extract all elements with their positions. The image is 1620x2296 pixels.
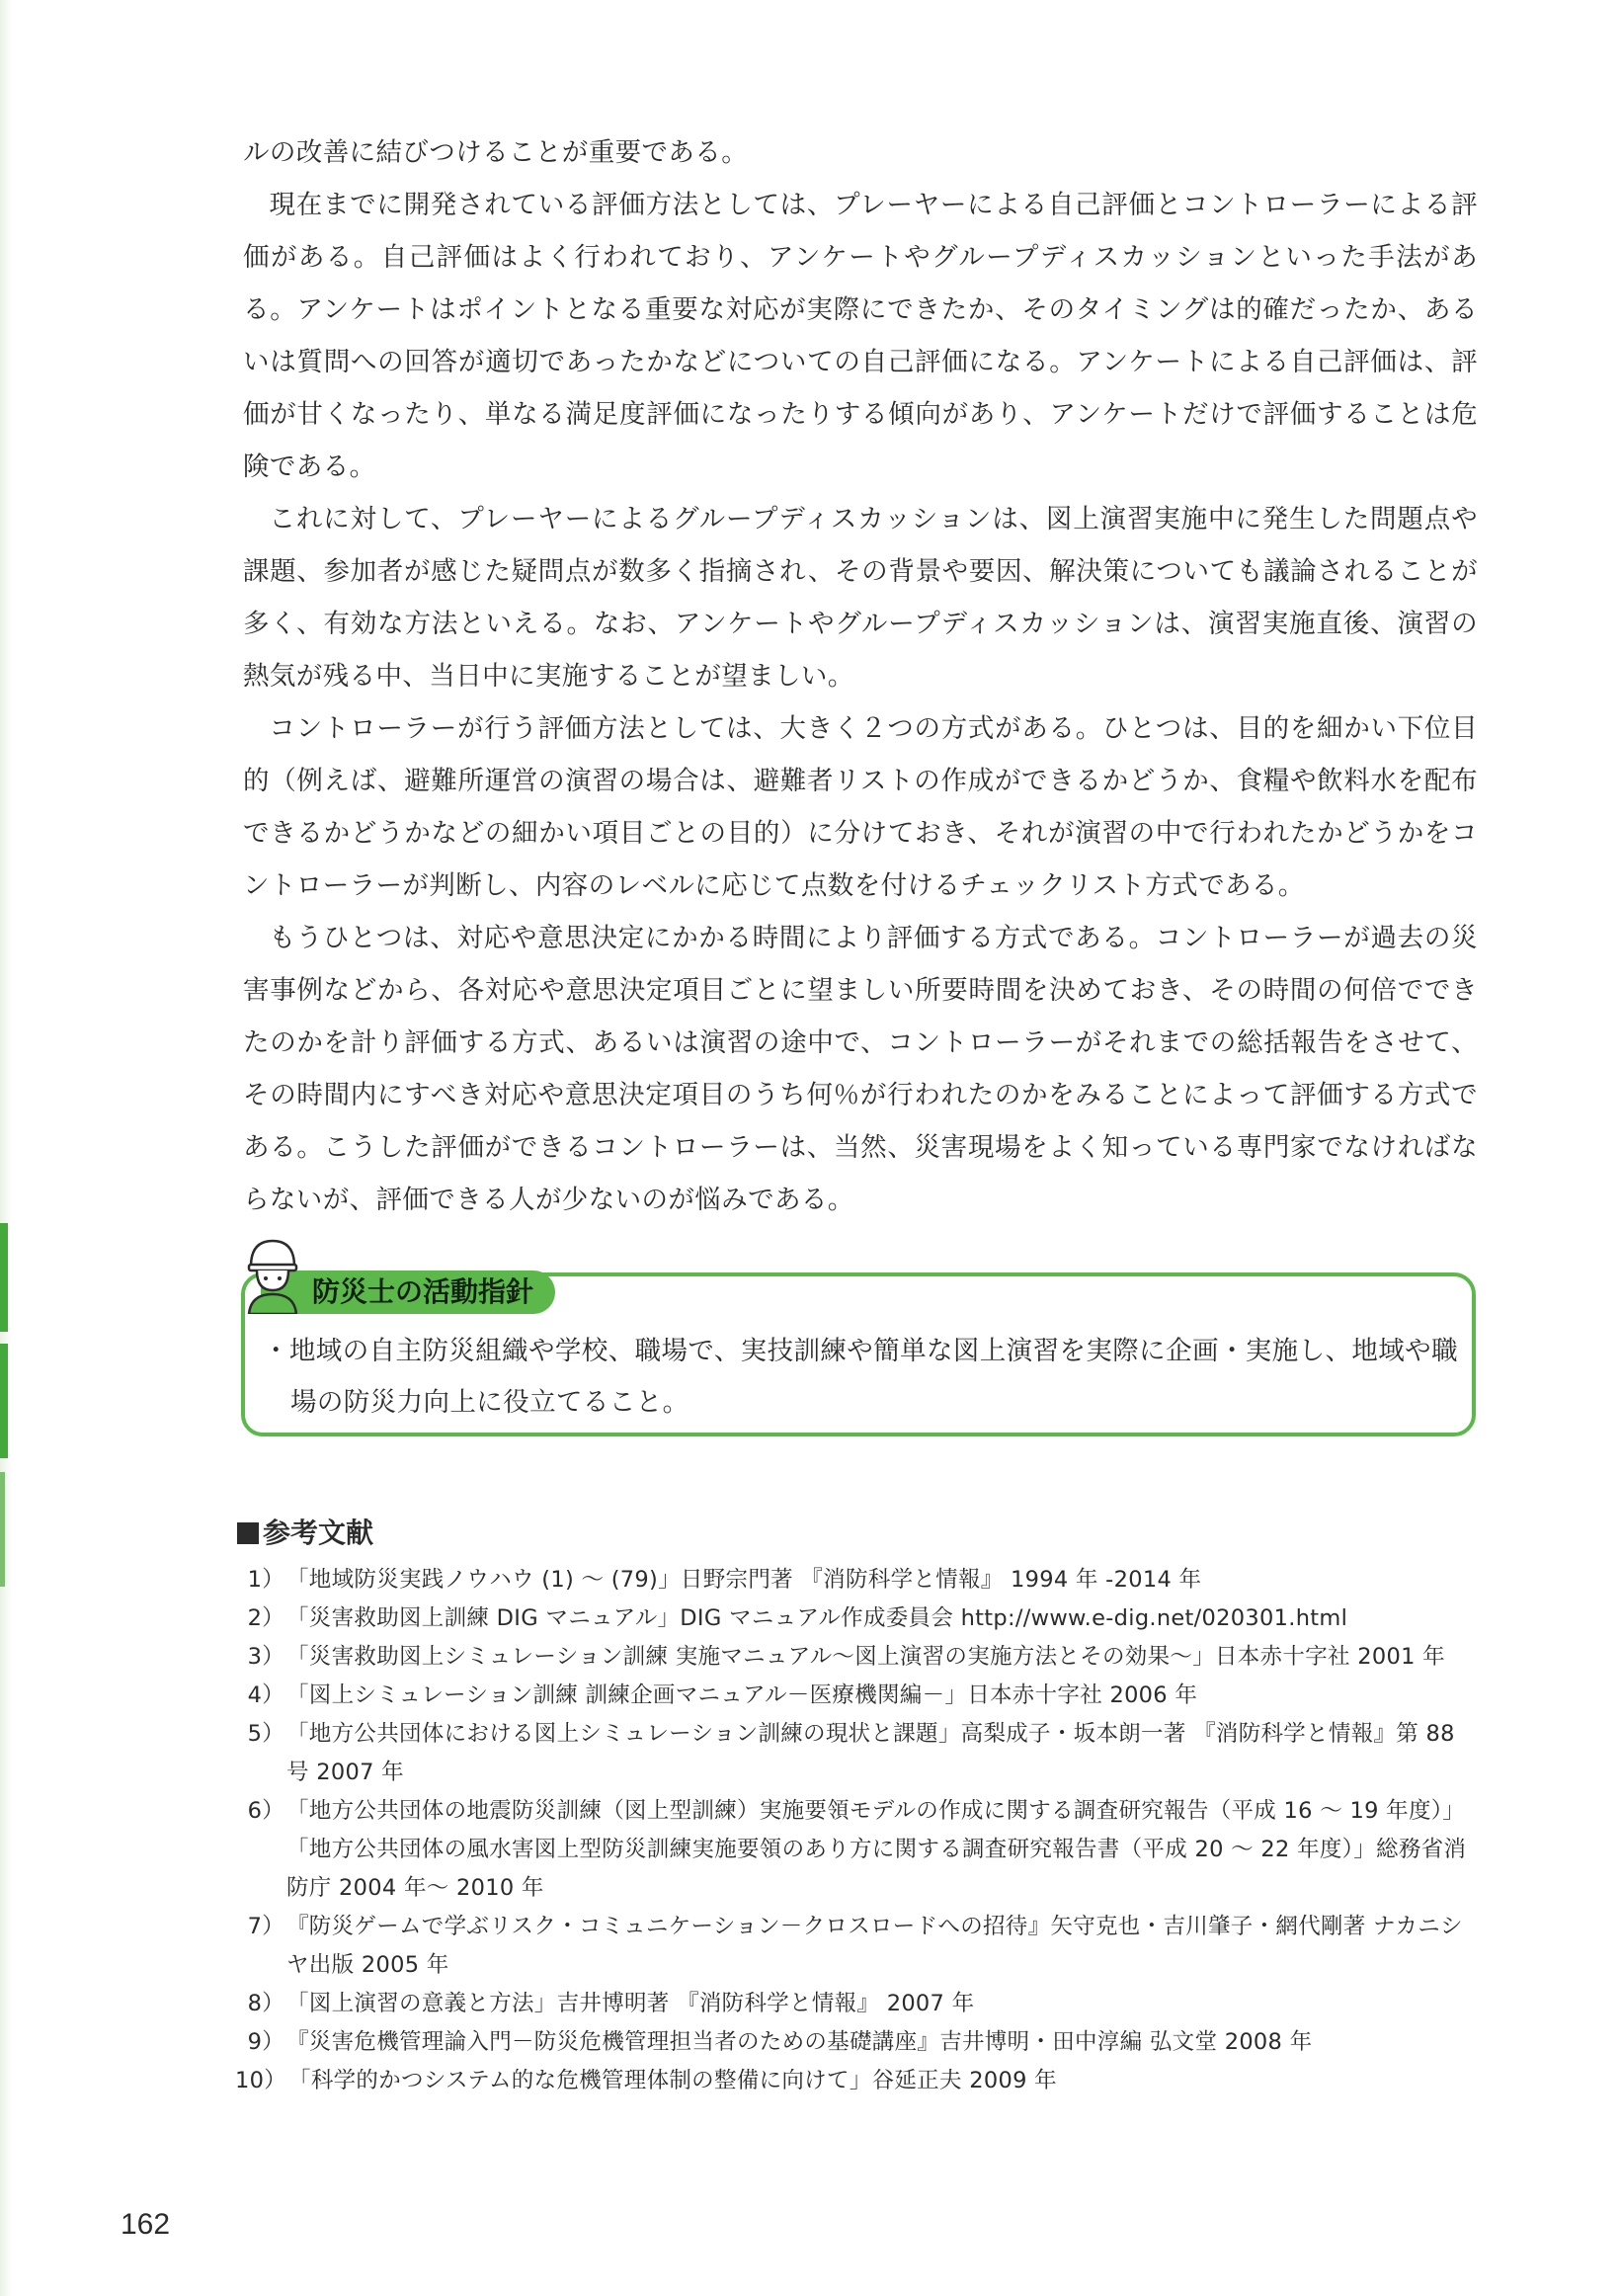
chapter-tab	[0, 1472, 5, 1587]
reference-number: 10）	[235, 2068, 287, 2093]
reference-item	[235, 2062, 1480, 2100]
reference-text: 『災害危機管理論入門－防災危機管理担当者のための基礎講座』吉井博明・田中淳編 弘文堂 2008 年	[286, 2029, 1313, 2055]
reference-text: 「地域防災実践ノウハウ (1) ～ (79)」日野宗門著 『消防科学と情報』 1994 年 -2014 年	[286, 1567, 1202, 1593]
guide-bullet: ・地域の自主防災組織や学校、職場で、実技訓練や簡単な図上演習を実際に企画・実施し、地域や職場の防災力向上に役立てること。	[263, 1336, 1458, 1418]
reference-number: 1）	[247, 1567, 284, 1593]
reference-number: 8）	[247, 1991, 284, 2016]
reference-number: 9）	[247, 2029, 284, 2055]
reference-item	[235, 1561, 1480, 1599]
reference-text: 「図上シミュレーション訓練 訓練企画マニュアル－医療機関編－」日本赤十字社 2006 年	[286, 1682, 1198, 1708]
reference-number: 5）	[247, 1721, 284, 1747]
paragraph: 現在までに開発されている評価方法としては、プレーヤーによる自己評価とコントローラーによる評価がある。自己評価はよく行われており、アンケートやグループディスカッションといった手法がある。アンケートはポイントとなる重要な対応が実際にできたか、そのタイミングは的確だったか、あるいは質問への回答が適切であったかなどについての自己評価になる。アンケートによる自己評価は、評価が甘くなったり、単なる満足度評価になったりする傾向があり、アンケートだけで評価することは危険である。	[243, 190, 1478, 482]
paragraph: もうひとつは、対応や意思決定にかかる時間により評価する方式である。コントローラーが過去の災害事例などから、各対応や意思決定項目ごとに望ましい所要時間を決めておき、その時間の何倍でできたのかを計り評価する方式、あるいは演習の途中で、コントローラーがそれまでの総括報告をさせて、その時間内にすべき対応や意思決定項目のうち何％が行われたのかをみることによって評価する方式である。こうした評価ができるコントローラーは、当然、災害現場をよく知っている専門家でなければならないが、評価できる人が少ないのが悩みである。	[243, 923, 1478, 1215]
reference-text: 『防災ゲームで学ぶリスク・コミュニケーション－クロスロードへの招待』矢守克也・吉川肇子・網代剛著 ナカニシヤ出版 2005 年	[286, 1914, 1463, 1978]
reference-number: 2）	[247, 1605, 284, 1631]
paragraph: これに対して、プレーヤーによるグループディスカッションは、図上演習実施中に発生した問題点や課題、参加者が感じた疑問点が数多く指摘され、その背景や要因、解決策についても議論されることが多く、有効な方法といえる。なお、アンケートやグループディスカッションは、演習実施直後、演習の熱気が残る中、当日中に実施することが望ましい。	[243, 504, 1478, 692]
reference-item	[235, 1985, 1480, 2023]
reference-text: 「科学的かつシステム的な危機管理体制の整備に向けて」谷延正夫 2009 年	[288, 2068, 1057, 2093]
page-edge	[0, 0, 12, 2296]
paragraph: コントローラーが行う評価方法としては、大きく２つの方式がある。ひとつは、目的を細かい下位目的（例えば、避難所運営の演習の場合は、避難者リストの作成ができるかどうか、食糧や飲料水を配布できるかどうかなどの細かい項目ごとの目的）に分けておき、それが演習の中で行われたかどうかをコントローラーが判断し、内容のレベルに応じて点数を付けるチェックリスト方式である。	[243, 713, 1478, 901]
references-heading	[237, 1514, 373, 1553]
body-text	[243, 126, 1478, 1226]
reference-text: 「図上演習の意義と方法」吉井博明著 『消防科学と情報』 2007 年	[286, 1991, 975, 2016]
guide-text	[263, 1326, 1458, 1429]
reference-item	[235, 1715, 1480, 1792]
reference-item	[235, 1908, 1480, 1985]
chapter-tab	[0, 1344, 8, 1458]
reference-text: 「地方公共団体における図上シミュレーション訓練の現状と課題」高梨成子・坂本朗一著 『消防科学と情報』第 88 号 2007 年	[286, 1721, 1455, 1785]
page-number: 162	[121, 2208, 171, 2241]
reference-item	[235, 1792, 1480, 1908]
guide-label	[261, 1271, 555, 1314]
references-heading-text: 参考文献	[263, 1517, 374, 1549]
chapter-tab	[0, 1223, 8, 1332]
reference-text: 「災害救助図上訓練 DIG マニュアル」DIG マニュアル作成委員会 http://www.e-dig.net/020301.html	[286, 1605, 1348, 1631]
helmet-person-icon	[243, 1235, 302, 1314]
reference-number: 7）	[247, 1914, 284, 1939]
reference-item	[235, 1599, 1480, 1638]
reference-number: 6）	[247, 1798, 284, 1824]
reference-text: 「地方公共団体の地震防災訓練（図上型訓練）実施要領モデルの作成に関する調査研究報告（平成 16 ～ 19 年度）」「地方公共団体の風水害図上型防災訓練実施要領のあり方に関する調査研究報告書（平成 20 ～ 22 年度）」総務省消防庁 2004 年～ 2010 年	[286, 1798, 1467, 1901]
reference-item	[235, 1677, 1480, 1715]
reference-item	[235, 2023, 1480, 2062]
paragraph: ルの改善に結びつけることが重要である。	[243, 137, 749, 168]
references-list	[235, 1561, 1480, 2100]
square-bullet-icon	[237, 1522, 259, 1544]
reference-number: 4）	[247, 1682, 284, 1708]
guide-label-text: 防災士の活動指針	[312, 1275, 534, 1308]
reference-item	[235, 1638, 1480, 1677]
reference-number: 3）	[247, 1644, 284, 1670]
reference-text: 「災害救助図上シミュレーション訓練 実施マニュアル～図上演習の実施方法とその効果～」日本赤十字社 2001 年	[286, 1644, 1445, 1670]
